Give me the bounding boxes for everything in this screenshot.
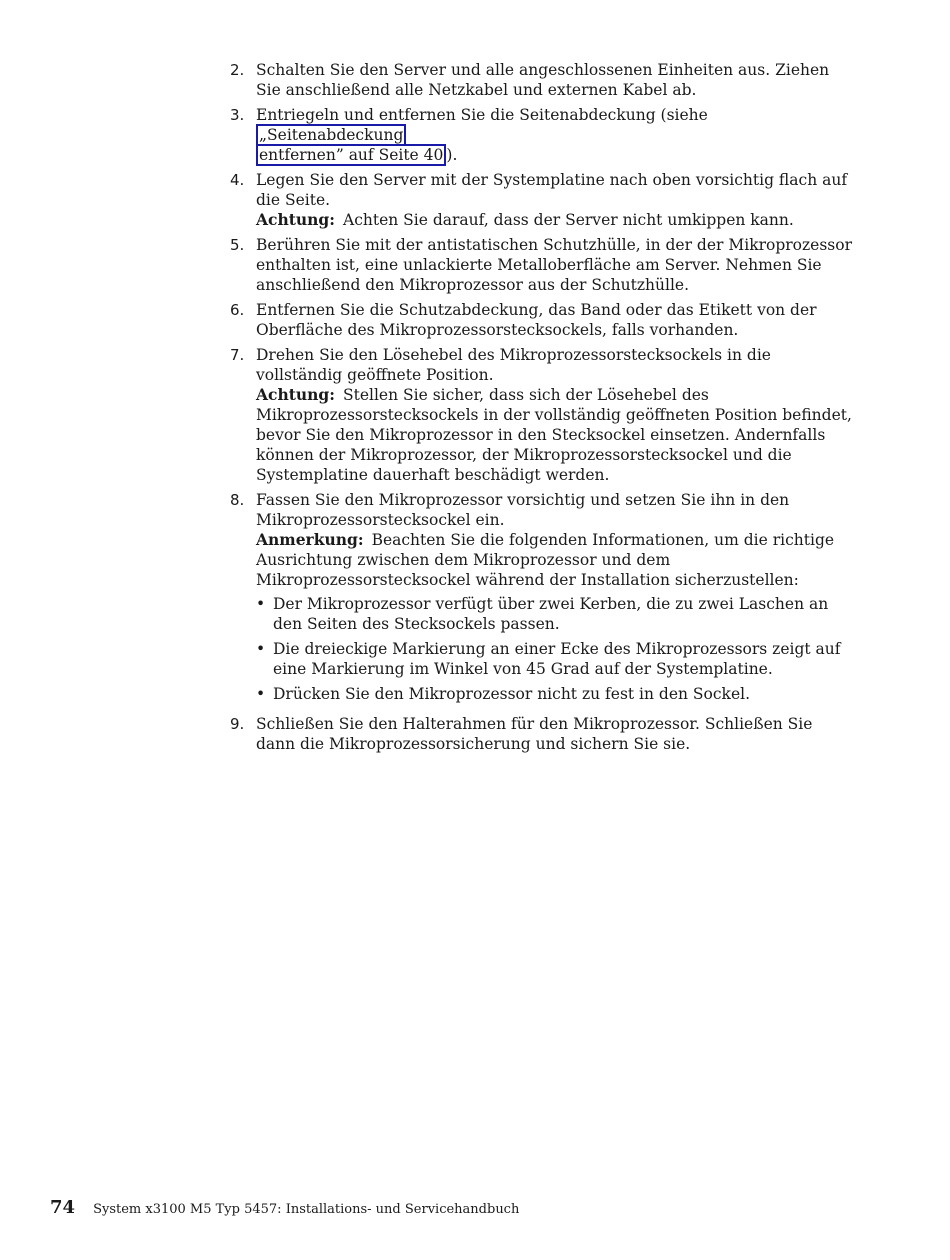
bullet-list — [256, 594, 855, 704]
note — [256, 530, 855, 590]
note-label: Anmerkung: — [256, 530, 364, 549]
instruction-list — [230, 60, 855, 759]
list-item: • Die dreieckige Markierung an einer Ecke des Mikroprozessors zeigt auf eine Markierung im Winkel von 45 Grad auf der Systemplatine. — [256, 639, 855, 679]
attention-note — [256, 210, 855, 230]
attention-text: Stellen Sie sicher, dass sich der Lösehebel des Mikroprozessorstecksockels in der vollständig geöffneten Position befindet, bevor Sie den Mikroprozessor in den Stecksockel einsetzen. Andernfalls können der Mikroprozessor, der Mikroprozessorstecksockel und die Systemplatine dauerhaft beschädigt werden. — [256, 386, 852, 484]
list-item: • Drücken Sie den Mikroprozessor nicht zu fest in den Sockel. — [256, 684, 855, 704]
step-6 — [230, 300, 855, 340]
step-5 — [230, 235, 855, 295]
step-text: Entfernen Sie die Schutzabdeckung, das Band oder das Etikett von der Oberfläche des Mikroprozessorstecksockels, falls vorhanden. — [256, 301, 817, 339]
step-text: Legen Sie den Server mit der Systemplatine nach oben vorsichtig flach auf die Seite. — [256, 171, 848, 209]
step-number: 8. — [230, 491, 245, 509]
step-number: 3. — [230, 106, 245, 124]
step-text-after: ). — [446, 146, 458, 164]
step-number: 4. — [230, 171, 245, 189]
step-7 — [230, 345, 855, 485]
attention-text: Achten Sie darauf, dass der Server nicht umkippen kann. — [343, 211, 794, 229]
document-title: System x3100 M5 Typ 5457: Installations- und Servicehandbuch — [93, 1202, 520, 1217]
step-text: Berühren Sie mit der antistatischen Schutzhülle, in der der Mikroprozessor enthalten ist, eine unlackierte Metalloberfläche am Server. Nehmen Sie anschließend den Mikroprozessor aus der Schutzhülle. — [256, 236, 852, 294]
step-number: 7. — [230, 346, 245, 364]
step-number: 6. — [230, 301, 245, 319]
cross-reference-link[interactable]: „Seitenabdeckung — [256, 124, 406, 146]
step-4 — [230, 170, 855, 230]
step-3 — [230, 105, 855, 165]
step-9 — [230, 714, 855, 754]
note-text: Beachten Sie die folgenden Informationen, um die richtige Ausrichtung zwischen dem Mikroprozessor und dem Mikroprozessorstecksockel während der Installation sicherzustellen: — [256, 531, 835, 589]
attention-label: Achtung: — [256, 385, 335, 404]
step-8 — [230, 490, 855, 709]
list-item: • Der Mikroprozessor verfügt über zwei Kerben, die zu zwei Laschen an den Seiten des Stecksockels passen. — [256, 594, 855, 634]
step-number: 5. — [230, 236, 245, 254]
page-footer — [50, 1197, 519, 1218]
step-number: 2. — [230, 61, 245, 79]
step-text: Drehen Sie den Lösehebel des Mikroprozessorstecksockels in die vollständig geöffnete Position. — [256, 346, 771, 384]
step-text: Fassen Sie den Mikroprozessor vorsichtig und setzen Sie ihn in den Mikroprozessorstecksockel ein. — [256, 491, 790, 529]
step-number: 9. — [230, 715, 245, 733]
step-text-before: Entriegeln und entfernen Sie die Seitenabdeckung (siehe — [256, 106, 708, 124]
step-text: Schließen Sie den Halterahmen für den Mikroprozessor. Schließen Sie dann die Mikroprozessorsicherung und sichern Sie sie. — [256, 715, 813, 753]
page-number: 74 — [50, 1197, 76, 1218]
step-text — [256, 105, 855, 165]
step-text: Schalten Sie den Server und alle angeschlossenen Einheiten aus. Ziehen Sie anschließend alle Netzkabel und externen Kabel ab. — [256, 61, 830, 99]
cross-reference-link-continued[interactable]: entfernen” auf Seite 40 — [256, 144, 446, 166]
step-2 — [230, 60, 855, 100]
attention-label: Achtung: — [256, 210, 335, 229]
attention-note — [256, 385, 855, 485]
